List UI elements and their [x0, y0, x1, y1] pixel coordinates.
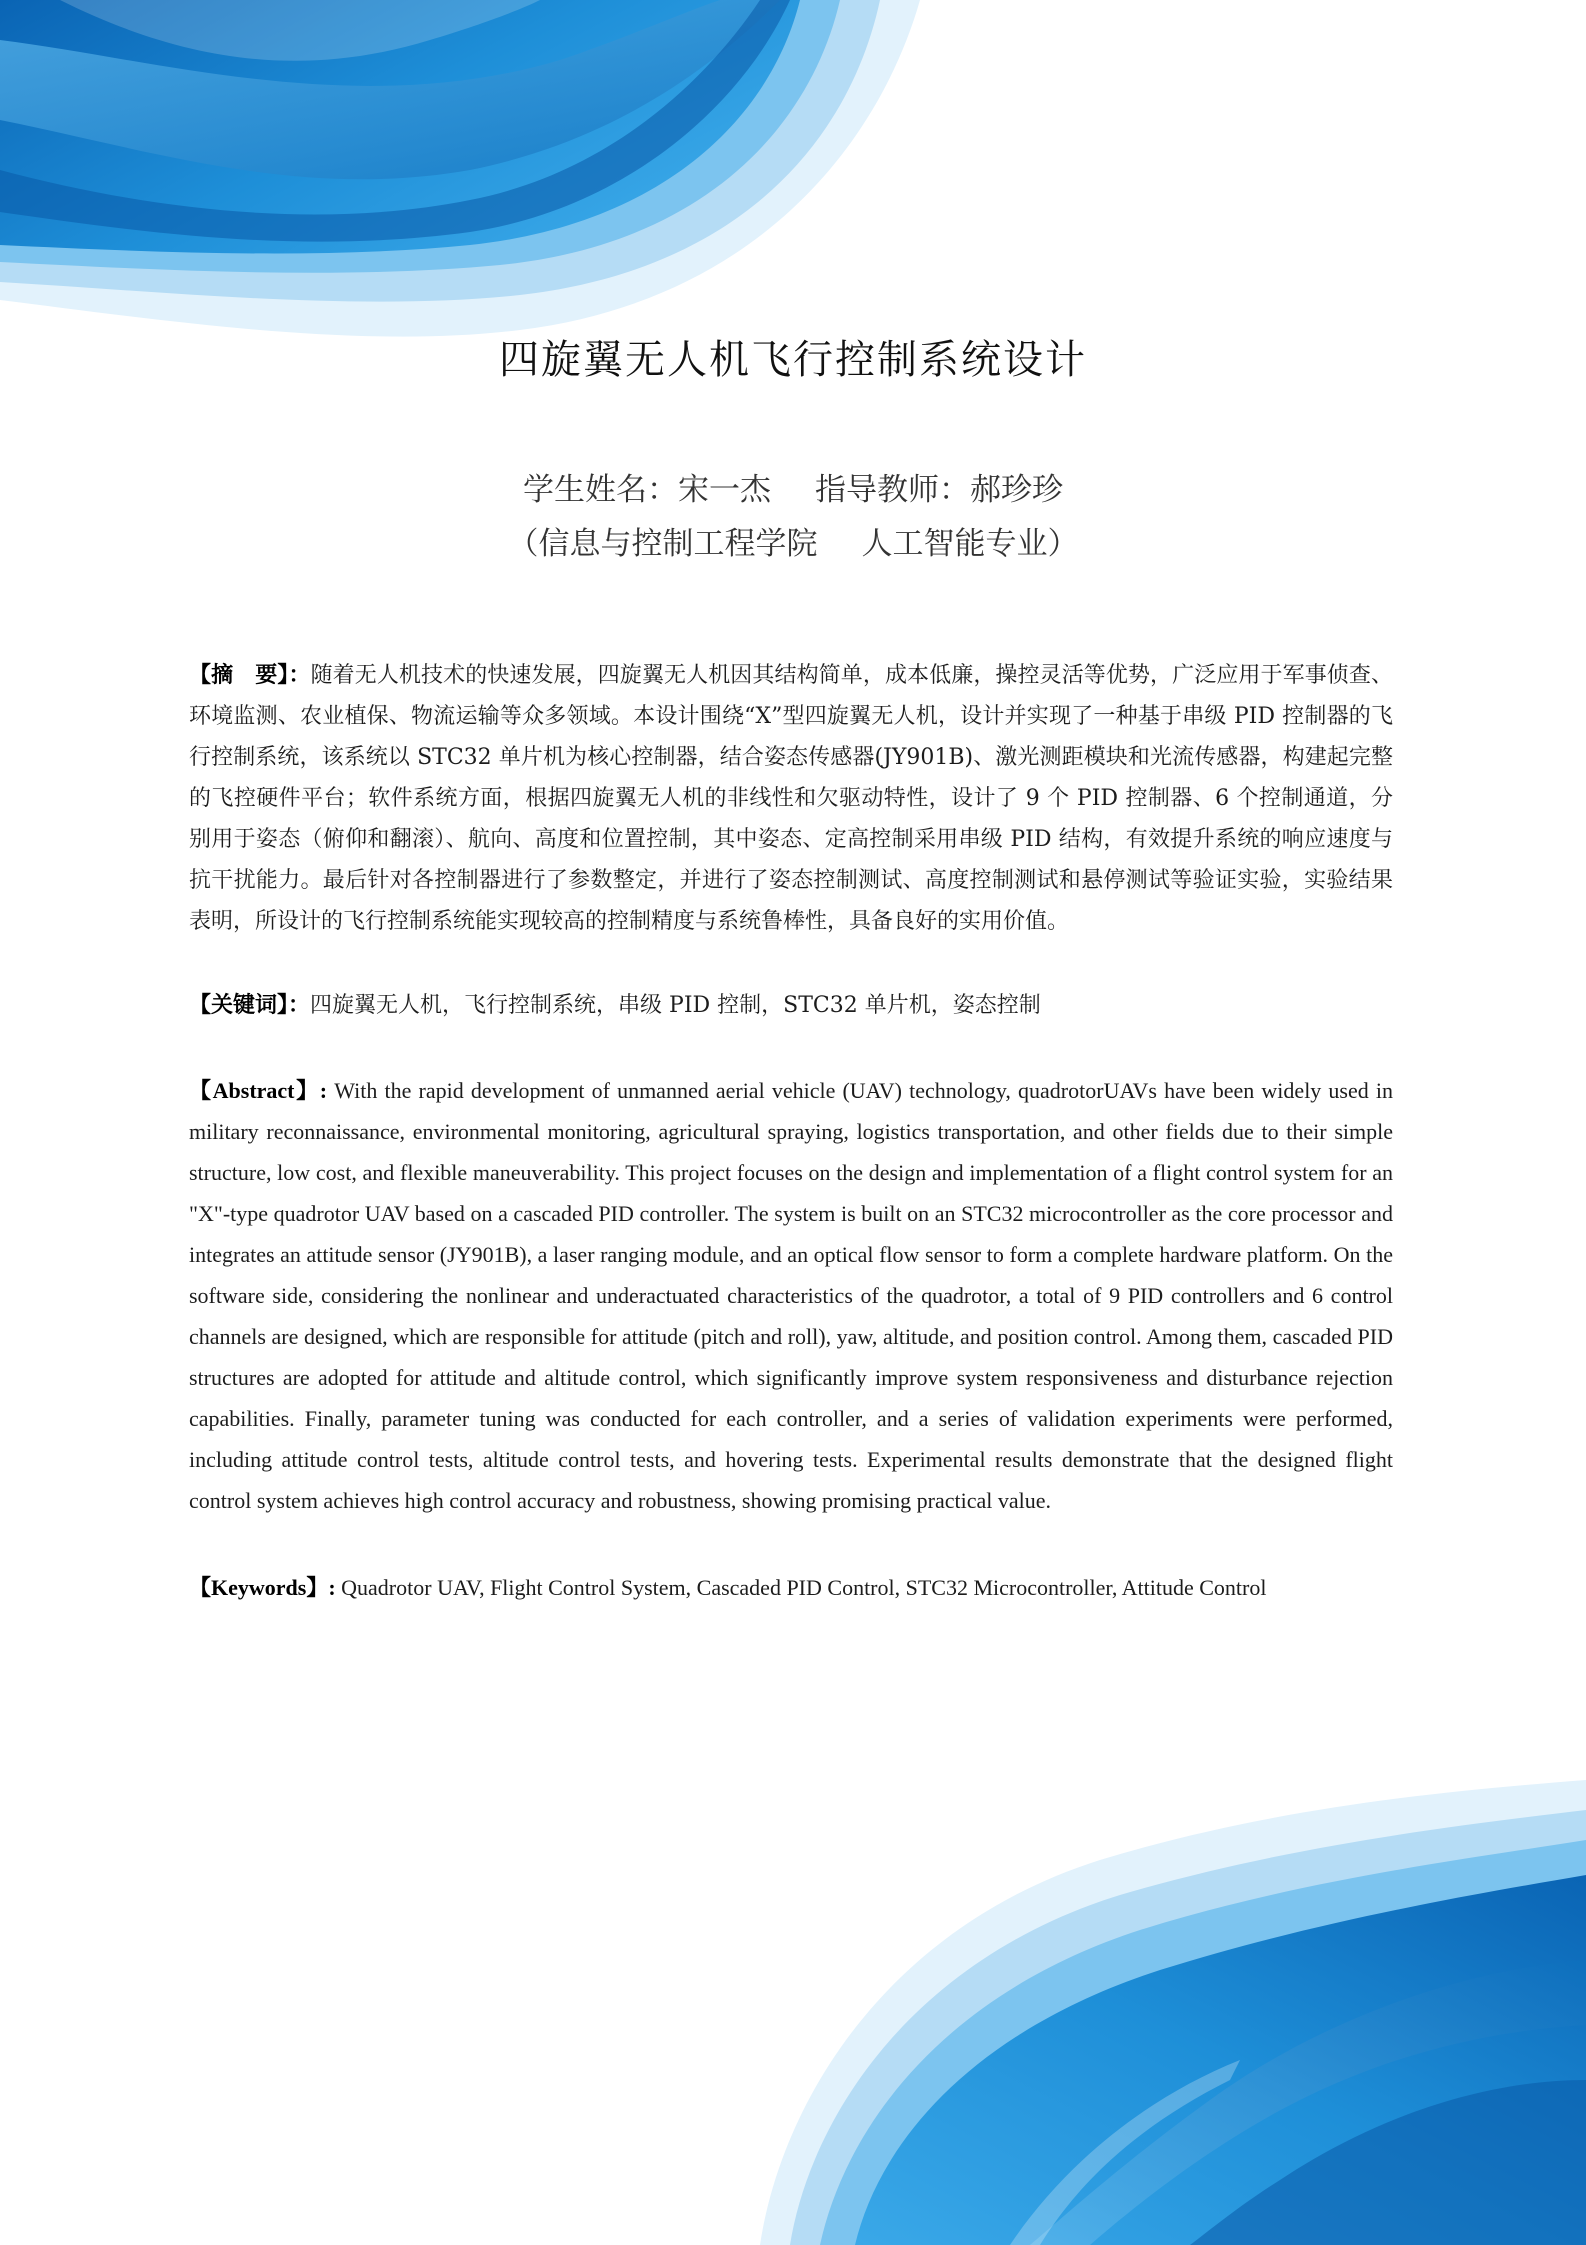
chinese-abstract-label: 【摘 要】： — [189, 662, 311, 688]
english-abstract-label: 【Abstract】: — [189, 1078, 328, 1103]
major-name: 人工智能专业） — [861, 526, 1079, 562]
school-name: （信息与控制工程学院 — [507, 526, 818, 562]
chinese-abstract — [189, 655, 1393, 942]
english-keywords-text: Quadrotor UAV, Flight Control System, Cascaded PID Control, STC32 Microcontroller, Attitude Control — [341, 1575, 1267, 1600]
top-wave-decoration — [0, 0, 920, 350]
chinese-abstract-text: 随着无人机技术的快速发展，四旋翼无人机因其结构简单，成本低廉，操控灵活等优势，广泛应用于军事侦查、环境监测、农业植保、物流运输等众多领域。本设计围绕“X”型四旋翼无人机，设计并实现了一种基于串级 PID 控制器的飞行控制系统，该系统以 STC32 单片机为核心控制器，结合姿态传感器(JY901B)、激光测距模块和光流传感器，构建起完整的飞控硬件平台；软件系统方面，根据四旋翼无人机的非线性和欠驱动特性，设计了 9 个 PID 控制器、6 个控制通道，分别用于姿态（俯仰和翻滚）、航向、高度和位置控制，其中姿态、定高控制采用串级 PID 结构，有效提升系统的响应速度与抗干扰能力。最后针对各控制器进行了参数整定，并进行了姿态控制测试、高度控制测试和悬停测试等验证实验，实验结果表明，所设计的飞行控制系统能实现较高的控制精度与系统鲁棒性，具备良好的实用价值。 — [189, 663, 1393, 934]
author-line — [0, 468, 1586, 512]
english-keywords-label: 【Keywords】: — [189, 1575, 336, 1600]
english-abstract — [189, 1070, 1393, 1521]
affiliation-line — [0, 522, 1586, 566]
chinese-keywords — [189, 985, 1393, 1026]
student-name: 学生姓名：宋一杰 — [523, 472, 771, 508]
advisor-name: 指导教师：郝珍珍 — [815, 472, 1063, 508]
chinese-keywords-text: 四旋翼无人机，飞行控制系统，串级 PID 控制，STC32 单片机，姿态控制 — [310, 993, 1041, 1018]
english-abstract-text: With the rapid development of unmanned aerial vehicle (UAV) technology, quadrotorUAVs have been widely used in military reconnaissance, environmental monitoring, agricultural spraying, logistics transportation, and other fields due to their simple structure, low cost, and flexible maneuverability. This project focuses on the design and implementation of a flight control system for an "X"-type quadrotor UAV based on a cascaded PID controller. The system is built on an STC32 microcontroller as the core processor and integrates an attitude sensor (JY901B), a laser ranging module, and an optical flow sensor to form a complete hardware platform. On the software side, considering the nonlinear and underactuated characteristics of the quadrotor, a total of 9 PID controllers and 6 control channels are designed, which are responsible for attitude (pitch and roll), yaw, altitude, and position control. Among them, cascaded PID structures are adopted for attitude and altitude control, which significantly improve system responsiveness and disturbance rejection capabilities. Finally, parameter tuning was conducted for each controller, and a series of validation experiments were performed, including attitude control tests, altitude control tests, and hovering tests. Experimental results demonstrate that the designed flight control system achieves high control accuracy and robustness, showing promising practical value. — [189, 1078, 1394, 1513]
paper-title: 四旋翼无人机飞行控制系统设计 — [499, 337, 1087, 383]
bottom-wave-decoration — [760, 1780, 1586, 2245]
english-keywords — [189, 1567, 1393, 1608]
chinese-keywords-label: 【关键词】： — [189, 992, 311, 1018]
